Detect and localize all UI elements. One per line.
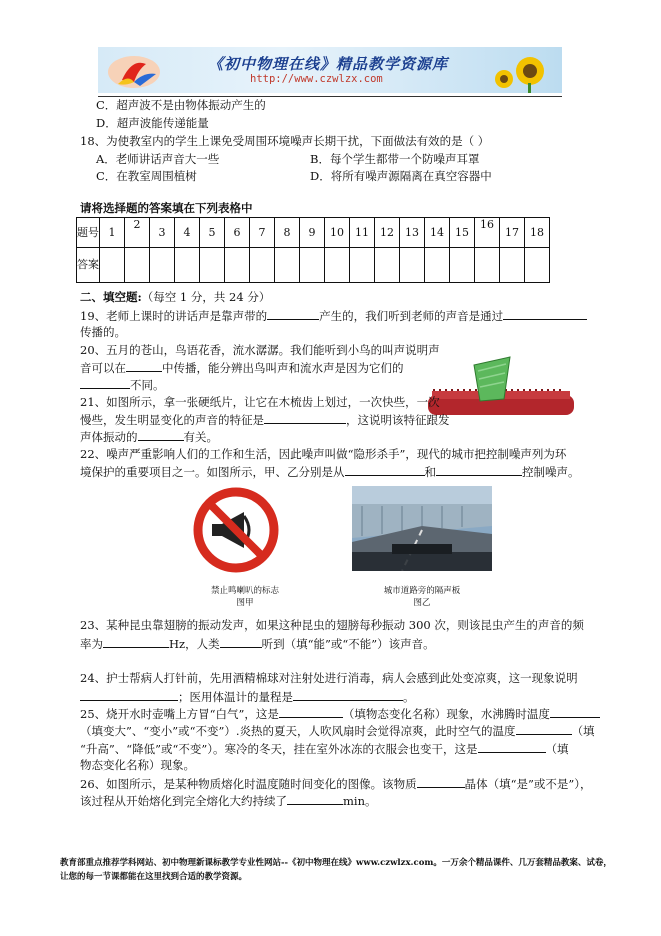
q22-text-b: 和 — [424, 465, 436, 479]
table-row-numbers — [77, 218, 550, 248]
q23-line2 — [80, 635, 435, 652]
q25-blank-1[interactable] — [279, 705, 343, 718]
q26-text-a: 26、如图所示，是某种物质熔化时温度随时间变化的图像。该物质 — [80, 777, 417, 791]
section2-heading — [80, 289, 270, 305]
fig2-label: 图乙 — [413, 598, 431, 608]
q25-text-f: （填 — [545, 742, 569, 756]
q19-line2: 传播的。 — [80, 325, 126, 339]
q24-text-a: ；医用体温计的量程是 — [178, 690, 293, 704]
banner-url[interactable]: http://www.czwlzx.com — [250, 73, 383, 85]
number-cell: 12 — [375, 218, 400, 248]
q23-text-a: 率为 — [80, 637, 103, 651]
q21-blank-2[interactable] — [138, 428, 184, 441]
q21-text-a: 慢些，发生明显变化的声音的特征是 — [80, 413, 264, 427]
q25-line2 — [80, 722, 595, 739]
sunflower-icon — [490, 49, 560, 93]
number-cell: 13 — [400, 218, 425, 248]
q26-blank-2[interactable] — [287, 792, 343, 805]
q22-blank-1[interactable] — [345, 463, 425, 476]
banner-title: 《初中物理在线》精品教学资源库 — [208, 55, 449, 73]
answer-cell[interactable] — [275, 248, 300, 283]
answer-cell[interactable] — [525, 248, 550, 283]
q24-blank-1[interactable] — [80, 688, 178, 701]
q21-line1: 21、如图所示，拿一张硬纸片，让它在木梳齿上划过，一次快些，一次 — [80, 395, 440, 409]
number-cell: 14 — [425, 218, 450, 248]
q26-text-b: 晶体（填“是”或不是”）， — [464, 777, 592, 791]
q26-blank-1[interactable] — [417, 775, 465, 788]
q25-text-a: 25、烧开水时壶嘴上方冒“白气”，这是 — [80, 707, 279, 721]
answer-cell[interactable] — [450, 248, 475, 283]
q19-blank-2[interactable] — [503, 307, 587, 320]
q24-text-b: 。 — [403, 690, 415, 704]
q23-text-b: Hz，人类 — [169, 637, 220, 651]
q19-text-a: 19、老师上课时的讲话声是靠声带的 — [80, 309, 268, 323]
q20-text-c: 不同。 — [130, 378, 165, 392]
answer-cell[interactable] — [300, 248, 325, 283]
q20-text-b: 中传播，能分辨出鸟叫声和流水声是因为它们的 — [162, 361, 404, 375]
q25-blank-4[interactable] — [478, 740, 546, 753]
q22-text-c: 控制噪声。 — [522, 465, 580, 479]
q21-text-c: 声体振动的 — [80, 430, 138, 444]
number-cell: 3 — [150, 218, 175, 248]
fig2-caption: 城市道路旁的隔声板 — [383, 586, 461, 596]
number-cell: 8 — [275, 218, 300, 248]
q23-blank-2[interactable] — [220, 635, 262, 648]
q20-line3 — [80, 376, 165, 393]
answer-cell[interactable] — [375, 248, 400, 283]
number-cell: 16 — [475, 218, 500, 248]
number-cell: 10 — [325, 218, 350, 248]
q24-blank-2[interactable] — [293, 688, 403, 701]
q26-text-c: 该过程从开始熔化到完全熔化大约持续了 — [80, 794, 287, 808]
q17-option-c: C．超声波不是由物体振动产生的 — [96, 98, 266, 112]
q18-stem: 18、为使教室内的学生上课免受周围环境噪声长期干扰，下面做法有效的是（ ） — [80, 134, 490, 148]
number-cell: 7 — [250, 218, 275, 248]
answer-cell[interactable] — [125, 248, 150, 283]
answer-table-heading: 请将选择题的答案填在下列表格中 — [80, 201, 253, 215]
q20-line2 — [80, 359, 404, 376]
answer-cell[interactable] — [400, 248, 425, 283]
q18-option-a: A．老师讲话声音大一些 — [96, 152, 220, 166]
q21-blank-1[interactable] — [264, 411, 346, 424]
answer-cell[interactable] — [500, 248, 525, 283]
number-cell: 5 — [200, 218, 225, 248]
q18-option-d: D．将所有噪声源隔离在真空容器中 — [310, 169, 492, 183]
answer-cell[interactable] — [350, 248, 375, 283]
header-banner — [98, 47, 562, 93]
card-icon — [474, 357, 510, 401]
road-barrier-photo-icon — [352, 486, 492, 571]
q23-blank-1[interactable] — [103, 635, 169, 648]
q23-line1: 23、某种昆虫靠翅膀的振动发声，如果这种昆虫的翅膀每秒振动 300 次，则该昆虫产生的声音的频 — [80, 618, 584, 632]
q20-blank-1[interactable] — [126, 359, 162, 372]
q22-blank-2[interactable] — [436, 463, 522, 476]
row-label-answer: 答案 — [77, 248, 100, 283]
answer-cell[interactable] — [425, 248, 450, 283]
row-label-number: 题号 — [77, 218, 100, 248]
q19-line1 — [80, 307, 587, 324]
q21-line3 — [80, 428, 218, 445]
number-cell: 4 — [175, 218, 200, 248]
answer-cell[interactable] — [225, 248, 250, 283]
section2-title: 二、填空题: — [80, 290, 142, 304]
answer-cell[interactable] — [175, 248, 200, 283]
q25-text-b: （填物态变化名称）现象，水沸腾时温度 — [342, 707, 550, 721]
answer-cell[interactable] — [100, 248, 125, 283]
q22-text-a: 境保护的重要项目之一。如图所示，甲、乙分别是从 — [80, 465, 345, 479]
q18-option-c: C．在教室周围植树 — [96, 169, 197, 183]
q22-line2 — [80, 463, 580, 480]
q20-blank-2[interactable] — [80, 376, 130, 389]
q25-line1 — [80, 705, 600, 722]
number-cell: 11 — [350, 218, 375, 248]
q20-line1: 20、五月的苍山，鸟语花香，流水潺潺。我们能听到小鸟的叫声说明声 — [80, 343, 440, 357]
number-cell: 2 — [125, 218, 150, 248]
q25-text-d: （填 — [571, 724, 595, 738]
q24-line1: 24、护士帮病人打针前，先用酒精棉球对注射处进行消毒，病人会感到此处变凉爽，这一现象说明 — [80, 671, 578, 685]
q24-line2 — [80, 688, 415, 705]
q25-blank-2[interactable] — [550, 705, 600, 718]
q25-text-e: “升高”、“降低”或“不变”）。寒冷的冬天，挂在室外冰冻的衣服会也变干，这是 — [80, 742, 478, 756]
q18-option-b: B．每个学生都带一个防噪声耳罩 — [310, 152, 480, 166]
no-horn-sign-icon — [190, 486, 282, 576]
number-cell: 15 — [450, 218, 475, 248]
number-cell: 17 — [500, 218, 525, 248]
answer-cell[interactable] — [200, 248, 225, 283]
q26-text-d: min。 — [343, 794, 377, 808]
section2-note: （每空 1 分，共 24 分） — [141, 290, 271, 304]
number-cell: 1 — [100, 218, 125, 248]
q25-text-c: （填变大”、“变小”或“不变”）.炎热的夏天，人吹风扇时会觉得凉爽，此时空气的温度 — [80, 724, 516, 738]
q23-text-c: 听到（填“能”或“不能”）该声音。 — [261, 637, 435, 651]
answer-cell[interactable] — [250, 248, 275, 283]
page-footer: 教育部重点推荐学科网站、初中物理新课标教学专业性网站--《初中物理在线》www.czwlzx.com。一万余个精品课件、几万套精品教案、试卷，让您的每一节课都能在这里找到合适的教学资源。 — [60, 858, 612, 882]
q19-text-b: 产生的，我们听到老师的声音是通过 — [319, 309, 504, 323]
q26-line1 — [80, 775, 592, 792]
fig1-label: 图甲 — [236, 598, 254, 608]
q20-text-a: 音可以在 — [80, 361, 126, 375]
answer-table — [76, 217, 550, 283]
q25-blank-3[interactable] — [516, 722, 572, 735]
answer-cell[interactable] — [325, 248, 350, 283]
q25-line4: 物态变化名称）现象。 — [80, 758, 195, 772]
q21-text-b: ，这说明该特征跟发 — [346, 413, 450, 427]
q21-text-d: 有关。 — [183, 430, 218, 444]
q17-option-d: D．超声波能传递能量 — [96, 116, 209, 130]
q25-line3 — [80, 740, 569, 757]
number-cell: 6 — [225, 218, 250, 248]
answer-cell[interactable] — [150, 248, 175, 283]
logo-icon — [104, 50, 194, 90]
q19-blank-1[interactable] — [267, 307, 319, 320]
table-row-answers — [77, 248, 550, 283]
number-cell: 9 — [300, 218, 325, 248]
q26-line2 — [80, 792, 377, 809]
fig1-caption: 禁止鸣喇叭的标志 — [210, 586, 279, 596]
q22-line1: 22、噪声严重影响人们的工作和生活，因此噪声叫做“隐形杀手”，现代的城市把控制噪声列为环 — [80, 447, 567, 461]
q21-line2 — [80, 411, 450, 428]
answer-cell[interactable] — [475, 248, 500, 283]
number-cell: 18 — [525, 218, 550, 248]
